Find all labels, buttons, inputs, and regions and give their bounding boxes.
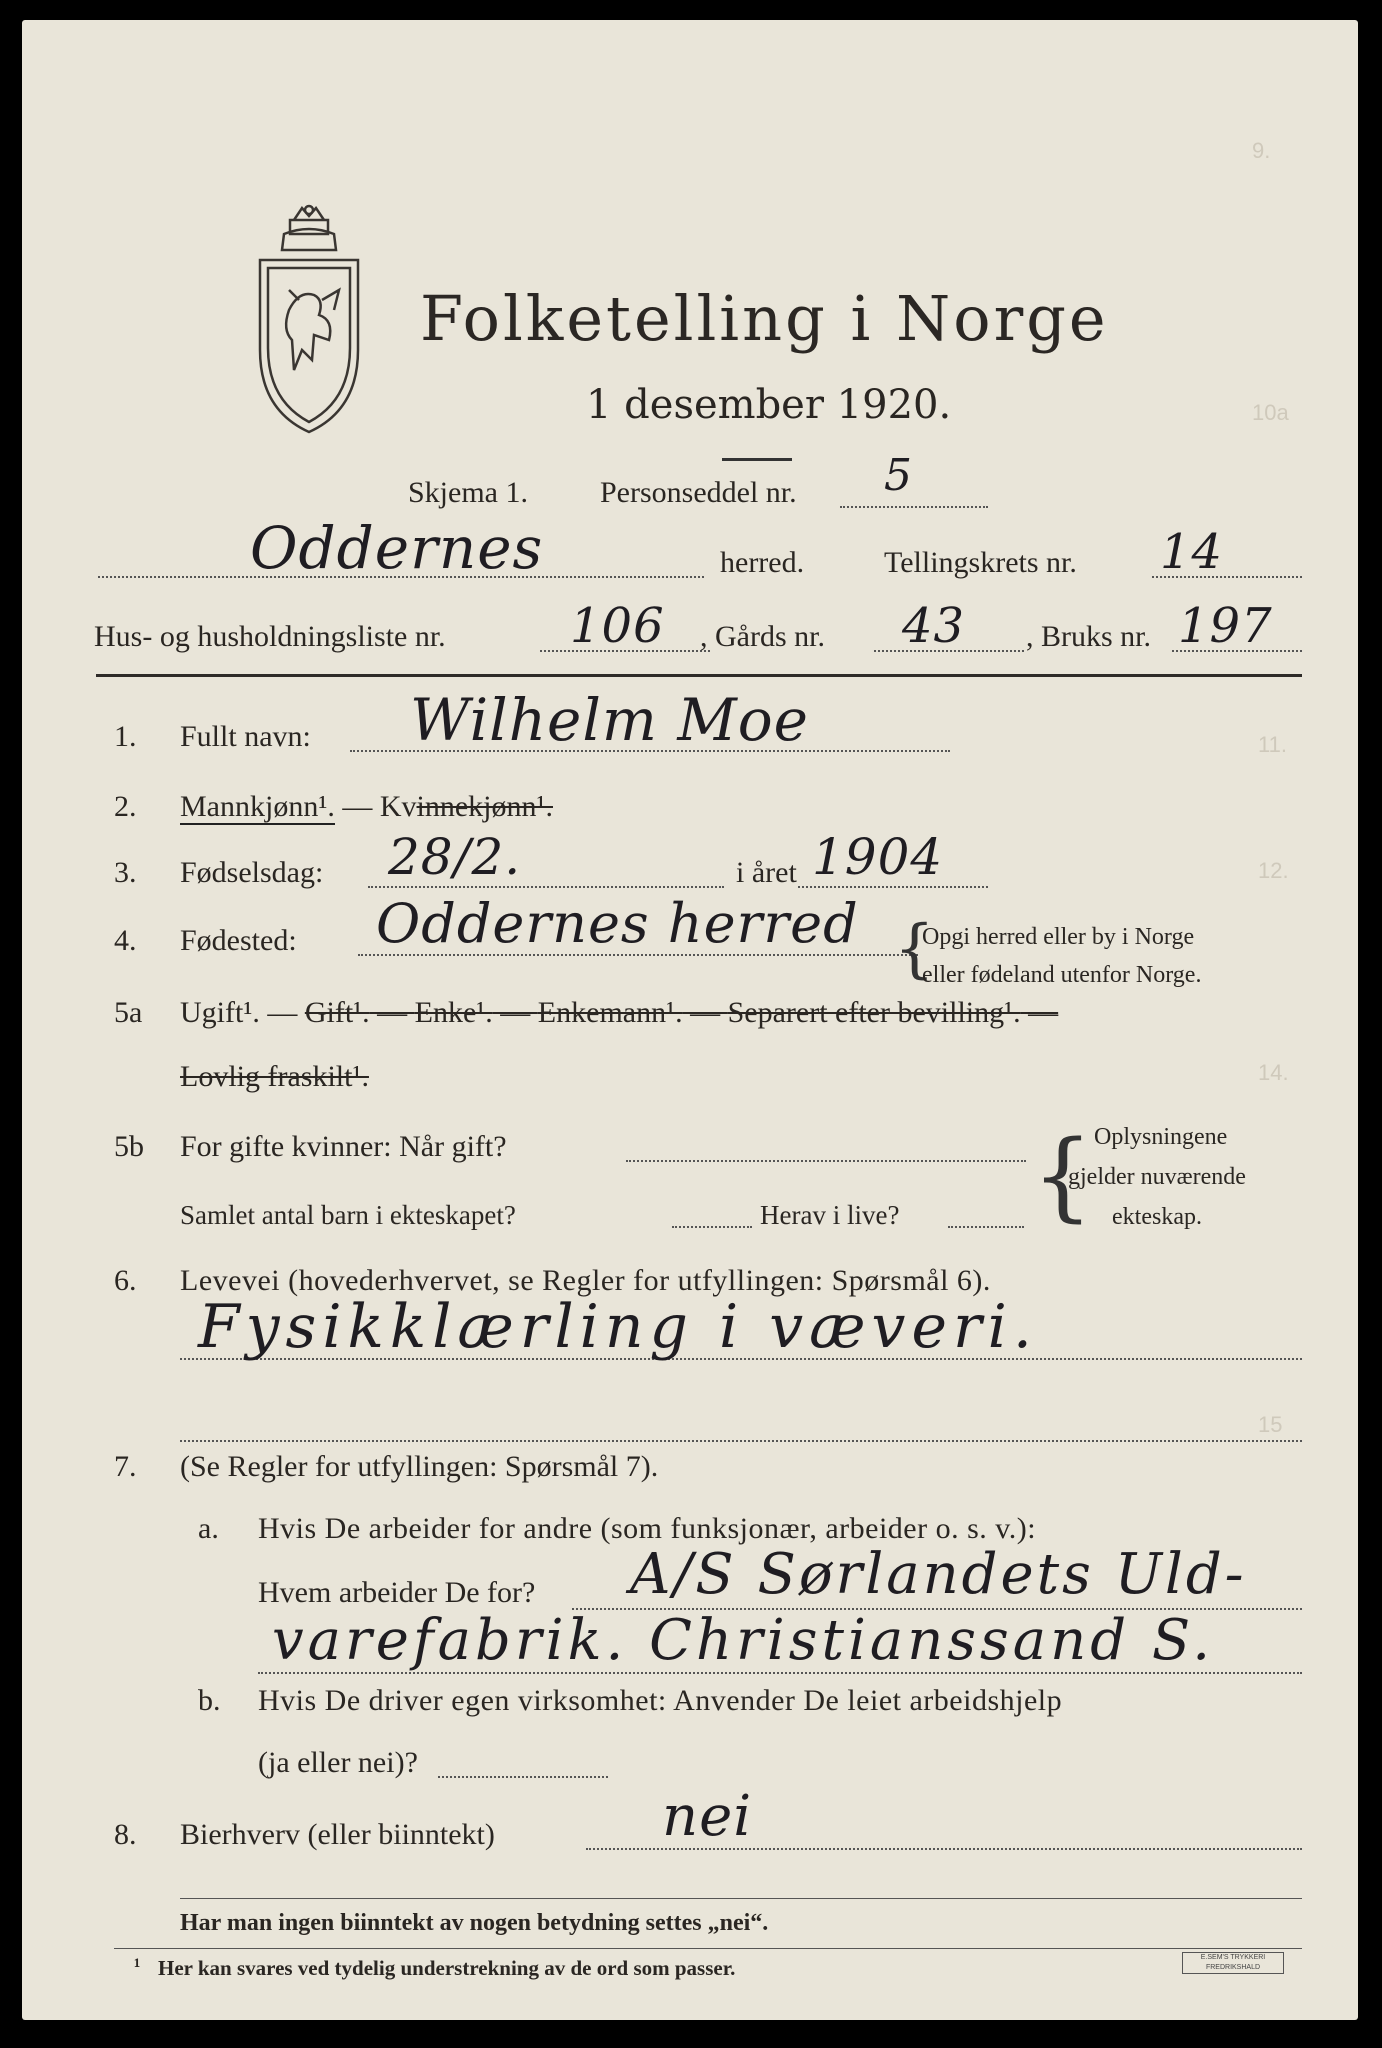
bleed-through: 14. [1258,1060,1289,1085]
q4-number: 4. [114,924,137,957]
q5b-live: Herav i live? [760,1200,900,1230]
q5b-note-line2: gjelder nuværende [1068,1164,1246,1190]
q8-underline [180,1898,1302,1899]
header-rule [96,674,1302,677]
q5b-barn-line [672,1226,752,1228]
q5b-note-line1: Oplysningene [1094,1124,1228,1150]
q7a-label: Hvis De arbeider for andre (som funksjonær, arbeider o. s. v.): [258,1512,1037,1545]
bleed-through: 9. [1252,138,1271,163]
q5b-barn: Samlet antal barn i ekteskapet? [180,1200,516,1230]
q7-label: (Se Regler for utfyllingen: Spørsmål 7). [180,1450,659,1483]
bruks-value: 197 [1178,598,1273,654]
bleed-through: 15 [1258,1412,1283,1437]
hus-label: Hus- og husholdningsliste nr. [94,620,446,653]
q5a-fraskilt: Lovlig fraskilt¹. [180,1060,369,1093]
q8-label: Bierhverv (eller biinntekt) [180,1818,495,1851]
q7a-value-line1: A/S Sørlandets Uld- [630,1542,1247,1607]
form-title: Folketelling i Norge [420,282,1109,355]
q5a-enke: Enke¹. [414,996,493,1029]
gards-value: 43 [902,598,966,654]
tellingskrets-label: Tellingskrets nr. [884,546,1077,579]
q3-number: 3. [114,856,137,889]
q7b-letter: b. [198,1684,221,1717]
q3-line [368,886,724,888]
q5a-enkemann: Enkemann¹. [537,996,683,1029]
q3-value: 28/2. [388,828,522,886]
q5a-number: 5a [114,996,143,1029]
hus-value: 106 [570,598,665,654]
q1-number: 1. [114,720,137,753]
q3-year-line [798,886,988,888]
q5b-live-line [948,1226,1024,1228]
q6-label: Levevei (hovederhvervet, se Regler for utfyllingen: Spørsmål 6). [180,1264,991,1297]
q7b-line [438,1776,608,1778]
q7b-label: Hvis De driver egen virksomhet: Anvender De leiet arbeidshjelp [258,1684,1063,1717]
q2-female: innekjønn¹. [416,790,553,823]
q8-value: nei [662,1784,753,1849]
q5a-gift: Gift¹. [304,996,370,1029]
q1-label: Fullt navn: [180,720,311,753]
q5b-label: For gifte kvinner: Når gift? [180,1130,507,1163]
q8-number: 8. [114,1818,137,1851]
q3-year-label: i året [736,856,797,889]
q2-separator: — Kv [334,790,417,823]
q5b-note-line3: ekteskap. [1112,1204,1202,1230]
q1-value: Wilhelm Moe [410,686,809,754]
q7b-sub: (ja eller nei)? [258,1746,418,1779]
footer-rule [114,1948,1302,1949]
q6-number: 6. [114,1264,137,1297]
q4-label: Fødested: [180,924,297,957]
q4-note-line1: Opgi herred eller by i Norge [922,924,1195,950]
q5a-separert: Separert efter bevilling¹. [727,996,1021,1029]
q7a-letter: a. [198,1512,219,1545]
bruks-label: , Bruks nr. [1026,620,1152,653]
skjema-label: Skjema 1. [408,476,528,509]
bleed-through: 11. [1258,732,1287,757]
gards-label: , Gårds nr. [700,620,825,653]
q5a-fraskilt-wrap [180,1060,369,1094]
q2-male: Mannkjønn¹. [180,790,335,823]
q5b-number: 5b [114,1130,144,1163]
q6-line2 [180,1440,1302,1442]
personseddel-line [840,506,988,508]
q4-note-line2: eller fødeland utenfor Norge. [922,962,1202,988]
bleed-through: 12. [1258,858,1289,883]
q6-value: Fysikklærling i væveri. [198,1292,1038,1362]
footnote-mark: ¹ [134,1954,141,1978]
q7-number: 7. [114,1450,137,1483]
personseddel-value: 5 [884,450,913,501]
q5b-brace: { [1032,1120,1094,1232]
herred-label: herred. [720,546,805,579]
q7a-who: Hvem arbeider De for? [258,1576,536,1609]
coat-of-arms-icon [244,200,374,440]
bleed-through: 10a [1252,400,1289,425]
q4-brace: { [894,912,935,986]
q4-value: Oddernes herred [376,892,859,955]
personseddel-label: Personseddel nr. [600,476,797,509]
q3-label: Fødselsdag: [180,856,324,889]
tellingskrets-value: 14 [1160,524,1224,580]
q5b-line [626,1160,1026,1162]
census-date: 1 desember 1920. [586,382,952,428]
q5a-options: Ugift¹. — Gift¹. — Enke¹. — Enkemann¹. — Separert efter bevilling¹. — [180,996,1059,1029]
herred-value: Oddernes [250,514,544,582]
q5a-ugift: Ugift¹. [180,996,260,1029]
divider [722,458,792,461]
q3-year-value: 1904 [812,828,944,886]
q7a-value-line2: varefabrik. Christianssand S. [272,1608,1215,1673]
q2-number: 2. [114,790,137,823]
footer-note: Har man ingen biinntekt av nogen betydning settes „nei“. [180,1910,769,1936]
printer-stamp: E.SEM'S TRYKKERI FREDRIKSHALD [1182,1952,1284,1974]
census-form [22,20,1358,2020]
footnote: Her kan svares ved tydelig understrekning av de ord som passer. [158,1956,736,1980]
q2-options [180,790,553,824]
